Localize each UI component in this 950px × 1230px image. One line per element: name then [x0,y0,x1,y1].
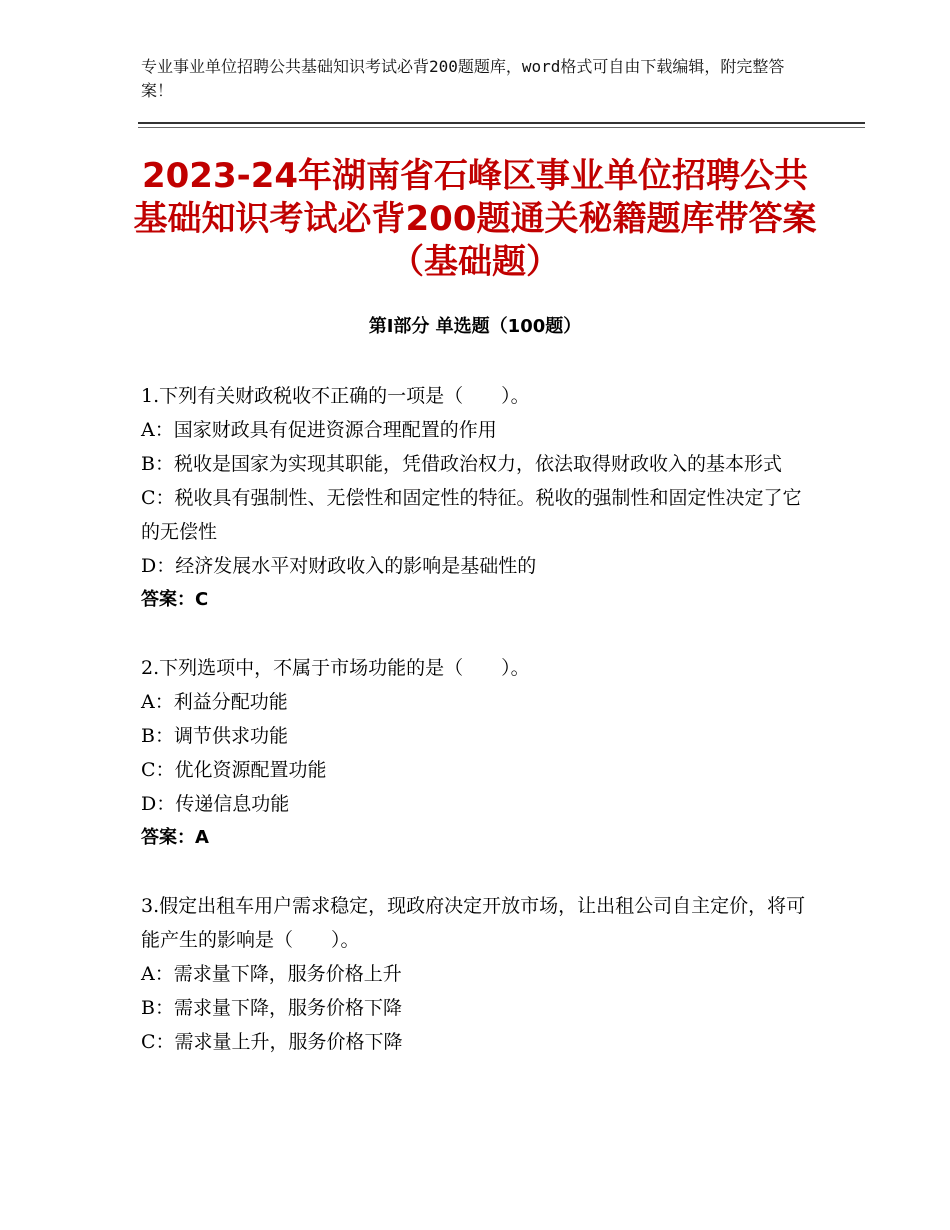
option-b: B：税收是国家为实现其职能，凭借政治权力，依法取得财政收入的基本形式 [141,453,782,475]
option-a: A：需求量下降，服务价格上升 [141,963,402,985]
header-divider-thick [138,122,865,124]
question-1 [141,379,811,617]
question-text: 1.下列有关财政税收不正确的一项是（ ）。 [141,385,530,407]
header-divider-thin [138,127,865,128]
question-text: 2.下列选项中，不属于市场功能的是（ ）。 [141,657,530,679]
question-3 [141,889,811,1059]
option-a: A：国家财政具有促进资源合理配置的作用 [141,419,497,441]
question-2 [141,651,811,855]
option-d: D：经济发展水平对财政收入的影响是基础性的 [141,555,537,577]
header-note: 专业事业单位招聘公共基础知识考试必背200题题库，word格式可自由下载编辑，附完整答案！ [141,57,785,100]
answer: 答案：A [141,827,209,848]
option-b: B：需求量下降，服务价格下降 [141,997,402,1019]
option-c: C：需求量上升，服务价格下降 [141,1031,403,1053]
option-d: D：传递信息功能 [141,793,290,815]
question-list [141,379,811,1093]
option-a: A：利益分配功能 [141,691,288,713]
option-b: B：调节供求功能 [141,725,288,747]
document-title: 2023-24年湖南省石峰区事业单位招聘公共基础知识考试必背200题通关秘籍题库带答案（基础题） [133,156,817,282]
answer: 答案：C [141,589,209,610]
option-c: C：优化资源配置功能 [141,759,327,781]
option-c: C：税收具有强制性、无偿性和固定性的特征。税收的强制性和固定性决定了它的无偿性 [141,487,802,543]
question-text: 3.假定出租车用户需求稳定，现政府决定开放市场，让出租公司自主定价，将可能产生的影响是（ ）。 [141,895,806,951]
section-title: 第Ⅰ部分 单选题（100题） [368,316,582,337]
